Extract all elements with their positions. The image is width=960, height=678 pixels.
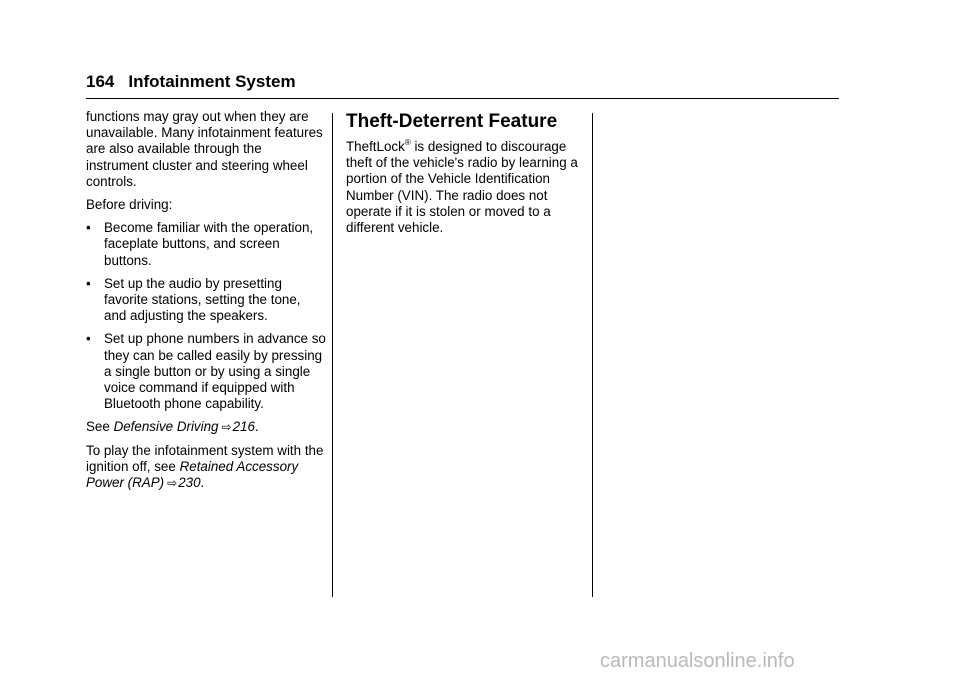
bullet-text: Set up phone numbers in advance so they can be called easily by pressing a single button or by using a single voice command if equipped with Bluetooth phone capability. bbox=[104, 331, 326, 412]
before-driving-label: Before driving: bbox=[86, 197, 173, 213]
see-prefix: See bbox=[86, 419, 110, 435]
theft-deterrent-title: Theft-Deterrent Feature bbox=[346, 111, 558, 132]
left-column bbox=[86, 109, 326, 498]
defensive-driving-page[interactable]: 216 bbox=[232, 419, 255, 435]
theftlock-brand: TheftLock bbox=[346, 139, 405, 154]
see-end: . bbox=[254, 419, 259, 435]
defensive-driving-link[interactable]: Defensive Driving bbox=[113, 419, 219, 435]
bullet-dot-icon: • bbox=[86, 275, 91, 291]
watermark: carmanualsonline.info bbox=[600, 650, 795, 672]
header-rule bbox=[86, 98, 839, 99]
theft-body: is designed to discourage theft of the vehicle's radio by learning a portion of the Vehicle Identification Number (VIN). The radio does not operate if it is stolen or moved to a different vehicle. bbox=[346, 139, 578, 236]
column-divider-2 bbox=[592, 113, 593, 597]
ignition-end: . bbox=[200, 475, 205, 491]
see-reference bbox=[86, 419, 326, 435]
ignition-paragraph bbox=[86, 443, 326, 492]
page-ref-arrow-icon: ⇨ bbox=[221, 420, 232, 435]
page-header bbox=[86, 72, 296, 92]
intro-paragraph: functions may gray out when they are unavailable. Many infotainment features are also available through the instrument cluster and steering wheel controls. bbox=[86, 109, 323, 189]
bullet-item bbox=[86, 331, 326, 412]
page-number: 164 bbox=[86, 72, 115, 91]
bullet-dot-icon: • bbox=[86, 220, 91, 236]
column-divider-1 bbox=[332, 113, 333, 597]
ignition-text: To play the infotainment system with the ignition off, see bbox=[86, 442, 324, 474]
page-ref-arrow-icon: ⇨ bbox=[167, 476, 178, 491]
bullet-text: Become familiar with the operation, faceplate buttons, and screen buttons. bbox=[104, 220, 314, 268]
middle-column bbox=[346, 111, 586, 243]
rap-page[interactable]: 230 bbox=[178, 475, 201, 491]
bullet-text: Set up the audio by presetting favorite stations, setting the tone, and adjusting the speakers. bbox=[104, 275, 301, 324]
bullet-item bbox=[86, 276, 326, 325]
registered-mark: ® bbox=[404, 137, 411, 147]
rap-link[interactable]: Retained Accessory Power (RAP) bbox=[86, 458, 299, 491]
bullet-item bbox=[86, 220, 326, 269]
theft-paragraph bbox=[346, 139, 586, 236]
bullet-dot-icon: • bbox=[86, 331, 91, 347]
section-title-header: Infotainment System bbox=[128, 72, 296, 91]
